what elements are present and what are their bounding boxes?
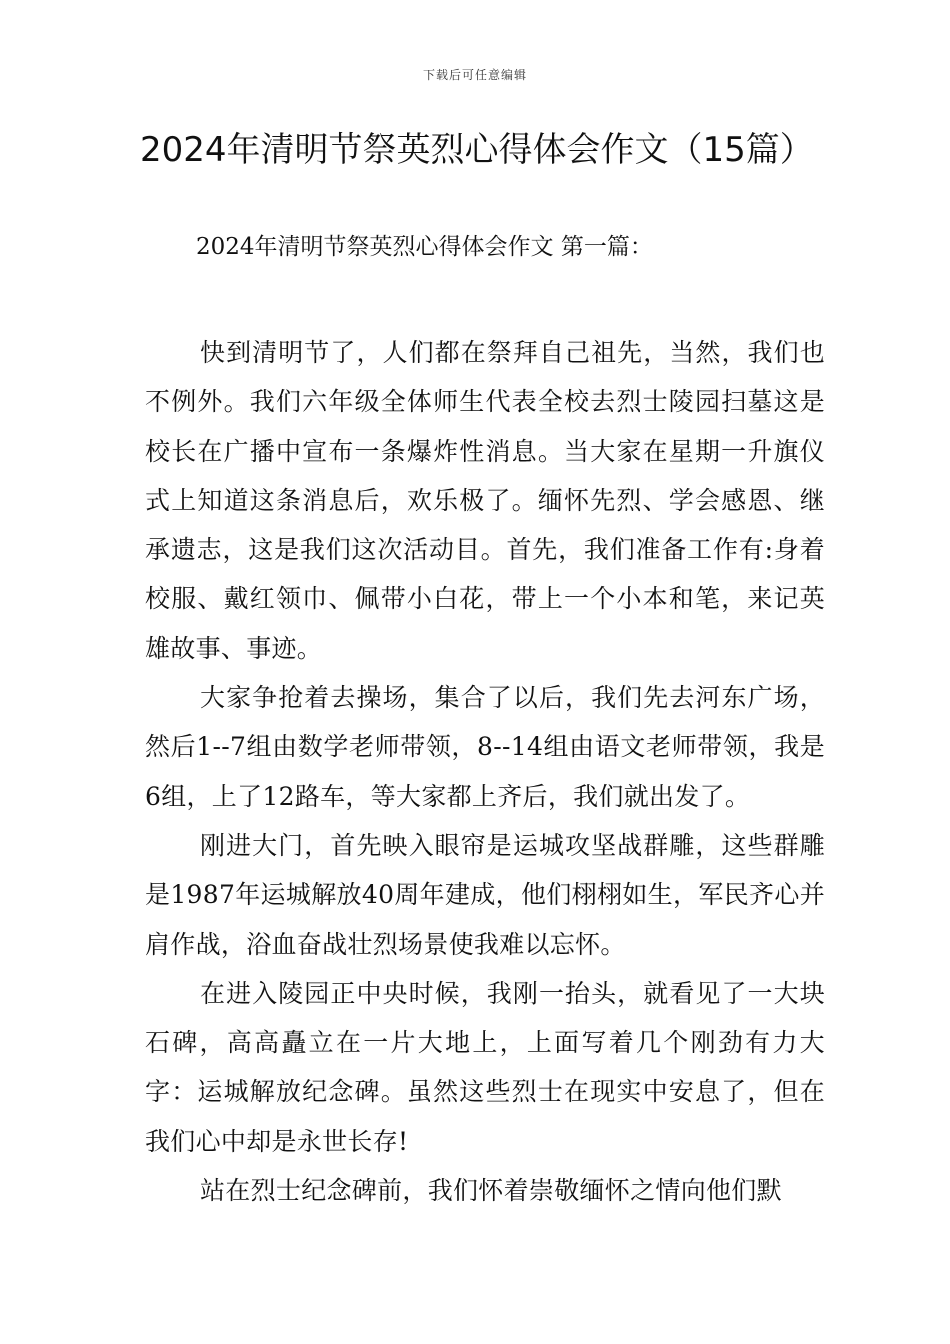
paragraph-2: 大家争抢着去操场，集合了以后，我们先去河东广场，然后1--7组由数学老师带领，8--14组由语文老师带领，我是6组，上了12路车，等大家都上齐后，我们就出发了。 (145, 683, 825, 811)
document-title: 2024年清明节祭英烈心得体会作文（15篇） (140, 130, 814, 170)
paragraph-1: 快到清明节了，人们都在祭拜自己祖先，当然，我们也不例外。我们六年级全体师生代表全校去烈士陵园扫墓这是校长在广播中宣布一条爆炸性消息。当大家在星期一升旗仪式上知道这条消息后，欢乐极了。缅怀先烈、学会感恩、继承遗志，这是我们这次活动目。首先，我们准备工作有:身着校服、戴红领巾、佩带小白花，带上一个小本和笔，来记英雄故事、事迹。 (145, 338, 825, 663)
body-text (145, 328, 825, 1215)
section-heading: 2024年清明节祭英烈心得体会作文 第一篇： (196, 234, 653, 260)
paragraph-5: 站在烈士纪念碑前，我们怀着崇敬缅怀之情向他们默 (200, 1176, 782, 1206)
paragraph-4: 在进入陵园正中央时候，我刚一抬头，就看见了一大块石碑，高高矗立在一片大地上，上面写着几个刚劲有力大字：运城解放纪念碑。虽然这些烈士在现实中安息了，但在我们心中却是永世长存! (145, 978, 825, 1156)
paragraph-3: 刚进大门，首先映入眼帘是运城攻坚战群雕，这些群雕是1987年运城解放40周年建成，他们栩栩如生，军民齐心并肩作战，浴血奋战壮烈场景使我难以忘怀。 (145, 830, 825, 959)
header-note: 下载后可任意编辑 (422, 68, 527, 82)
